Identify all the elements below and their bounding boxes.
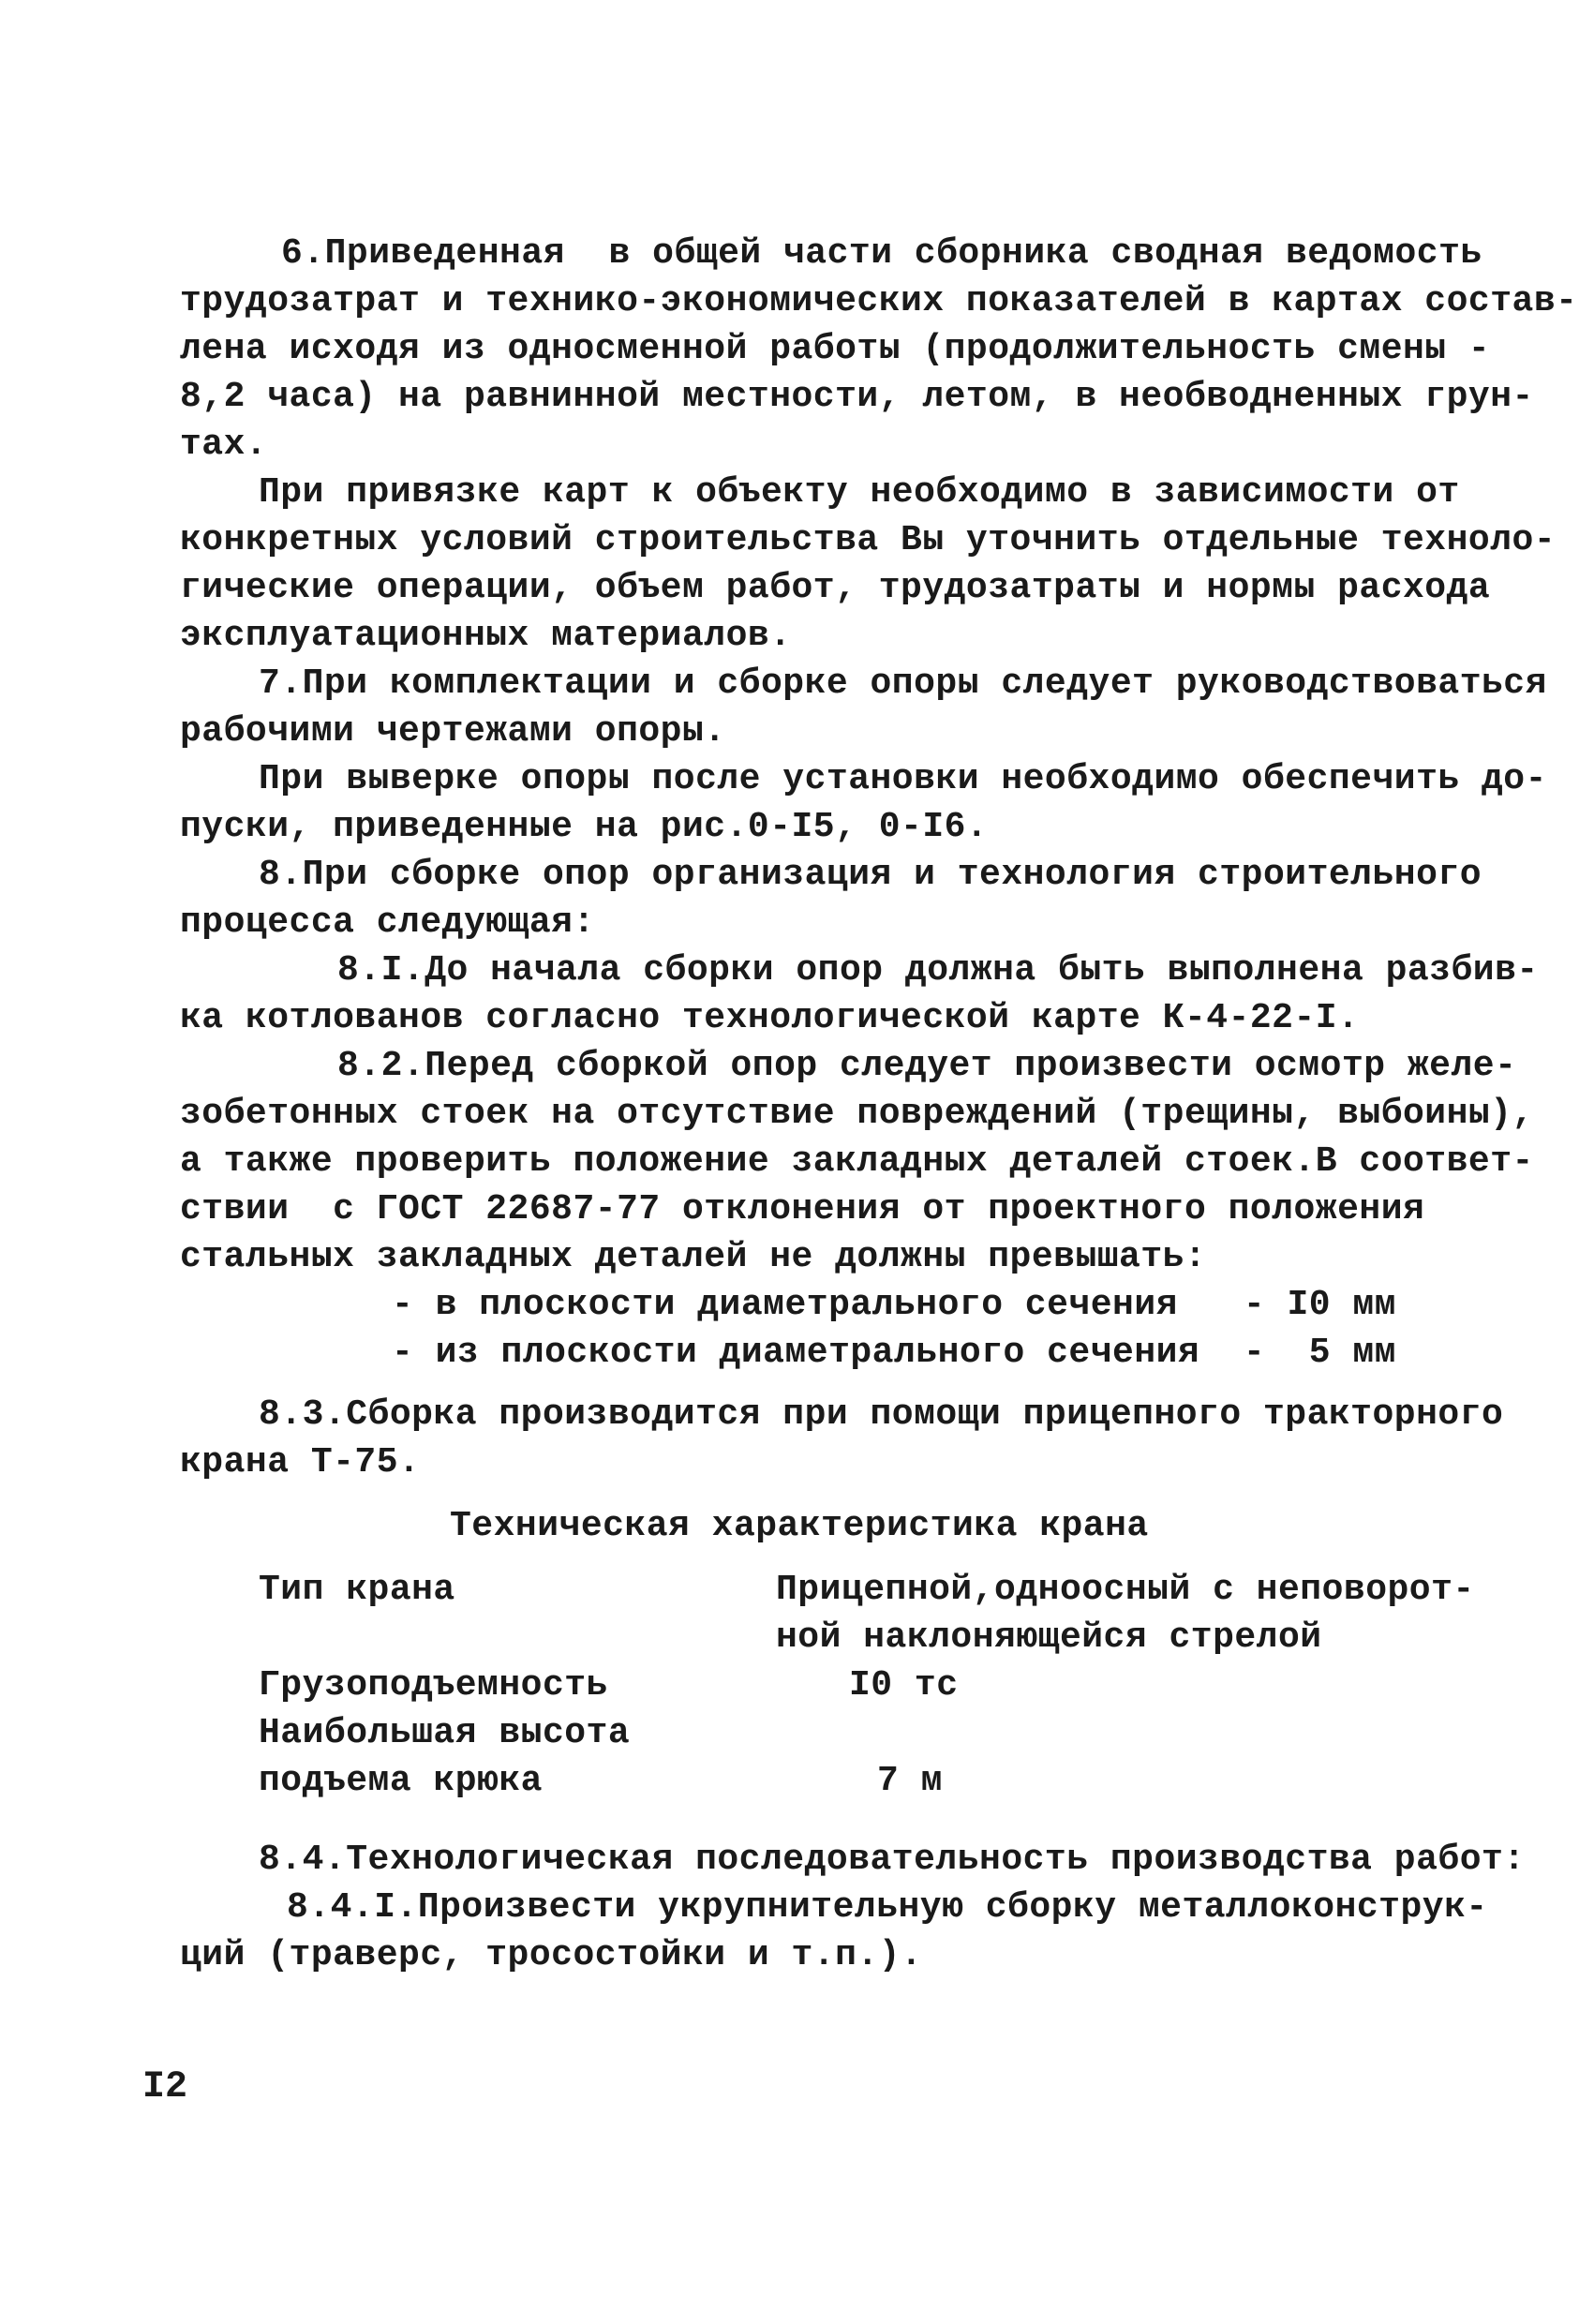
text-line: ствии с ГОСТ 22687-77 отклонения от проектного положения (180, 1189, 1425, 1229)
tolerance-line: - из плоскости диаметрального сечения - 5 мм (392, 1333, 1396, 1373)
text-line: 8.3.Сборка производится при помощи прицепного тракторного (259, 1394, 1504, 1435)
table-row-value: I0 тс (849, 1665, 959, 1706)
text-line: а также проверить положение закладных деталей стоек.В соответ- (180, 1141, 1534, 1182)
text-line: 8.I.До начала сборки опор должна быть выполнена разбив- (337, 950, 1539, 991)
text-line: 8.4.I.Произвести укрупнительную сборку металлоконструк- (287, 1887, 1488, 1928)
table-title: Техническая характеристика крана (450, 1506, 1149, 1546)
text-line: гические операции, объем работ, трудозатраты и нормы расхода (180, 568, 1491, 608)
text-line: пуски, приведенные на рис.0-I5, 0-I6. (180, 807, 989, 847)
text-line: 7.При комплектации и сборке опоры следует руководствоваться (259, 663, 1547, 704)
text-line: трудозатрат и технико-экономических показателей в картах состав- (180, 281, 1578, 321)
text-line: стальных закладных деталей не должны превышать: (180, 1237, 1207, 1277)
table-row-label: Грузоподъемность (259, 1665, 608, 1706)
table-row-label: подъема крюка (259, 1761, 543, 1801)
text-line: конкретных условий строительства Вы уточнить отдельные техноло- (180, 520, 1557, 560)
page-number: I2 (142, 2066, 188, 2108)
text-line: 8.2.Перед сборкой опор следует произвести осмотр желе- (337, 1046, 1517, 1086)
text-line: тах. (180, 425, 268, 465)
table-row-value: 7 м (877, 1761, 943, 1801)
text-line: При привязке карт к объекту необходимо в зависимости от (259, 472, 1460, 513)
text-line: ка котлованов согласно технологической карте К-4-22-I. (180, 998, 1360, 1038)
text-line: 6.Приведенная в общей части сборника сводная ведомость (281, 233, 1482, 274)
text-line: процесса следующая: (180, 902, 595, 943)
text-line: крана Т-75. (180, 1442, 421, 1482)
table-row-value: Прицепной,одноосный с неповорот- (776, 1570, 1475, 1610)
table-row-label: Наибольшая высота (259, 1713, 631, 1753)
text-line: зобетонных стоек на отсутствие повреждений (трещины, выбоины), (180, 1094, 1534, 1134)
text-line: 8,2 часа) на равнинной местности, летом, в необводненных грун- (180, 377, 1534, 417)
text-line: лена исходя из односменной работы (продолжительность смены - (180, 329, 1491, 369)
text-line: ций (траверс, тросостойки и т.п.). (180, 1935, 923, 1975)
text-line: рабочими чертежами опоры. (180, 711, 726, 752)
text-line: эксплуатационных материалов. (180, 616, 792, 656)
tolerance-line: - в плоскости диаметрального сечения - I0 мм (392, 1285, 1396, 1325)
table-row-label: Тип крана (259, 1570, 455, 1610)
text-line: При выверке опоры после установки необходимо обеспечить до- (259, 759, 1547, 799)
text-line: 8.При сборке опор организация и технология строительного (259, 855, 1482, 895)
table-row-value: ной наклоняющейся стрелой (776, 1617, 1322, 1658)
text-line: 8.4.Технологическая последовательность производства работ: (259, 1840, 1526, 1880)
